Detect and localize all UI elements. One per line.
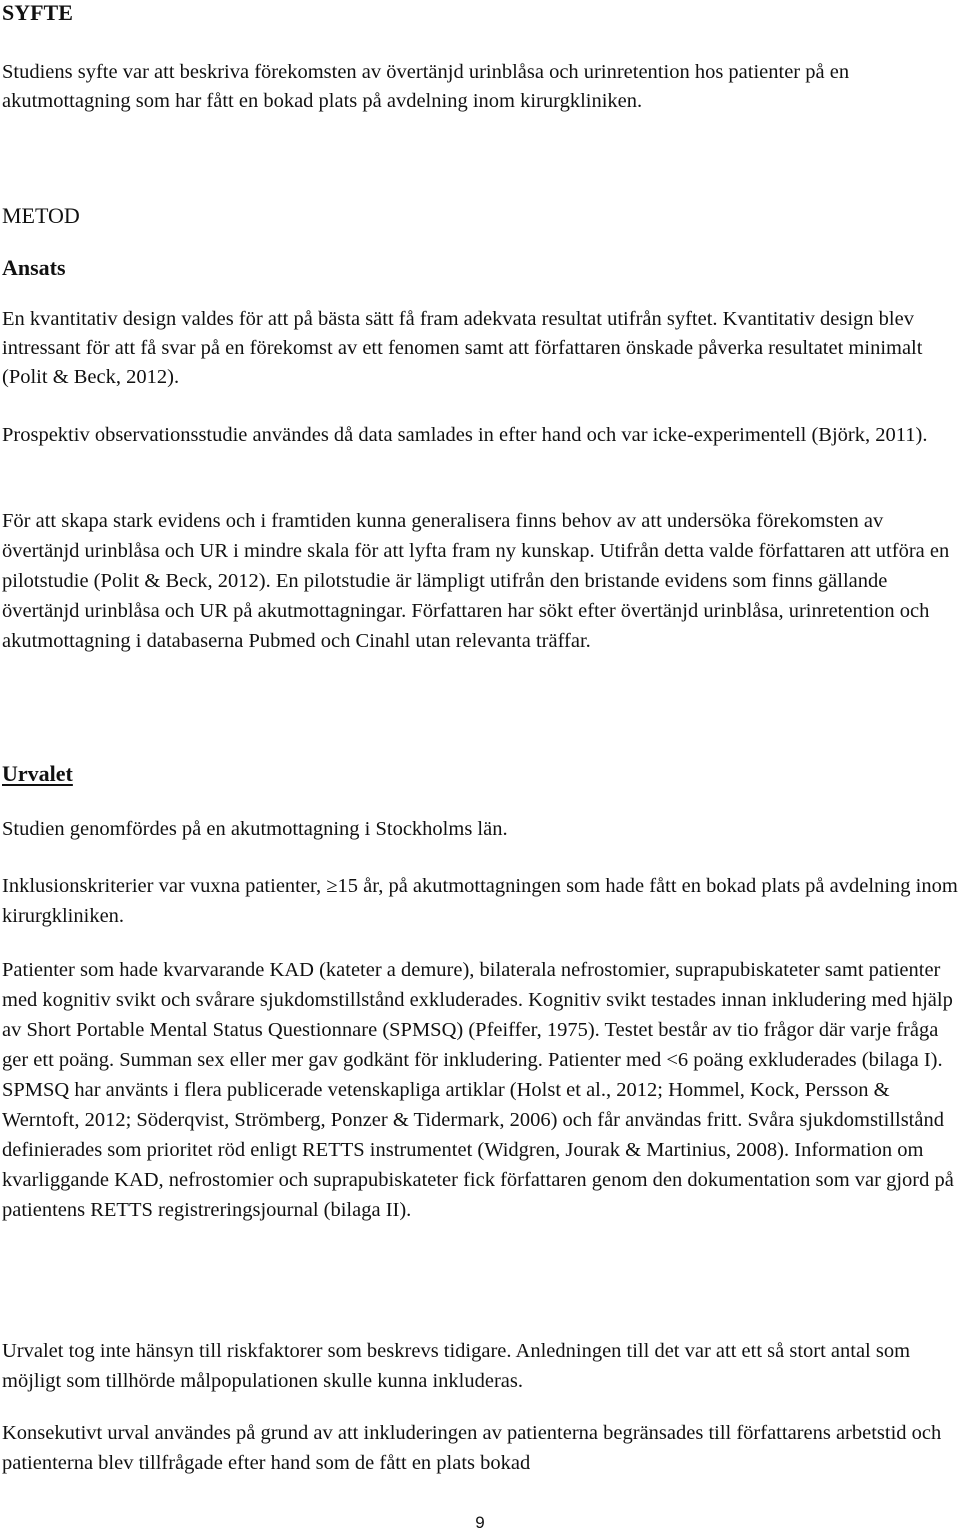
paragraph-ansats-1: En kvantitativ design valdes för att på bästa sätt få fram adekvata resultat utifrån syftet. Kvantitativ design blev intressant för att få svar på en förekomst av ett fenomen samt att författaren önskade påverka resultatet minimalt (Polit & Beck, 2012). [2,308,923,388]
paragraph-syfte: Studiens syfte var att beskriva förekomsten av övertänjd urinblåsa och urinretention hos patienter på en akutmottagning som har fått en bokad plats på avdelning inom kirurgkliniken. [2,61,850,112]
heading-metod: METOD [2,203,80,228]
heading-ansats: Ansats [2,255,66,280]
heading-syfte: SYFTE [2,0,73,25]
heading-urvalet: Urvalet [2,761,73,786]
paragraph-urvalet-1: Studien genomfördes på en akutmottagning i Stockholms län. [2,818,508,840]
paragraph-ansats-2: Prospektiv observationsstudie användes då data samlades in efter hand och var icke-experimentell (Björk, 2011). [2,424,928,446]
paragraph-urvalet-3: Patienter som hade kvarvarande KAD (kateter a demure), bilaterala nefrostomier, suprapubiskateter samt patienter med kognitiv svikt och svårare sjukdomstillstånd exkluderades. Kognitiv svikt testades innan inkludering med hjälp av Short Portable Mental Status Questionnare (SPMSQ) (Pfeiffer, 1975). Testet består av tio frågor där varje fråga ger ett poäng. Summan sex eller mer gav godkänt för inkludering. Patienter med <6 poäng exkluderades (bilaga I). SPMSQ har använts i flera publicerade vetenskapliga artiklar (Holst et al., 2012; Hommel, Kock, Persson & Werntoft, 2012; Söderqvist, Strömberg, Ponzer & Tidermark, 2006) och får användas fritt. Svåra sjukdomstillstånd definierades som prioritet röd enligt RETTS instrumentet (Widgren, Jourak & Martinius, 2008). Information om kvarliggande KAD, nefrostomier och suprapubiskateter fick författaren genom den dokumentation som var gjord på patientens RETTS registreringsjournal (bilaga II). [2,959,954,1221]
paragraph-urvalet-4: Urvalet tog inte hänsyn till riskfaktorer som beskrevs tidigare. Anledningen till det var att ett så stort antal som möjligt som tillhörde målpopulationen skulle kunna inkluderas. [2,1340,911,1392]
page-number: 9 [475,1513,485,1532]
paragraph-ansats-3: För att skapa stark evidens och i framtiden kunna generalisera finns behov av att undersöka förekomsten av övertänjd urinblåsa och UR i mindre skala för att lyfta fram ny kunskap. Utifrån detta valde författaren att utföra en pilotstudie (Polit & Beck, 2012). En pilotstudie är lämpligt utifrån den bristande evidens som finns gällande övertänjd urinblåsa och UR på akutmottagningar. Författaren har sökt efter övertänjd urinblåsa, urinretention och akutmottagning i databaserna Pubmed och Cinahl utan relevanta träffar. [2,510,950,652]
paragraph-urvalet-5: Konsekutivt urval användes på grund av att inkluderingen av patienterna begränsades till författarens arbetstid och patienterna blev tillfrågade efter hand som de fått en plats bokad [2,1422,942,1474]
paragraph-urvalet-2: Inklusionskriterier var vuxna patienter, ≥15 år, på akutmottagningen som hade fått en bokad plats på avdelning inom kirurgkliniken. [2,875,958,927]
